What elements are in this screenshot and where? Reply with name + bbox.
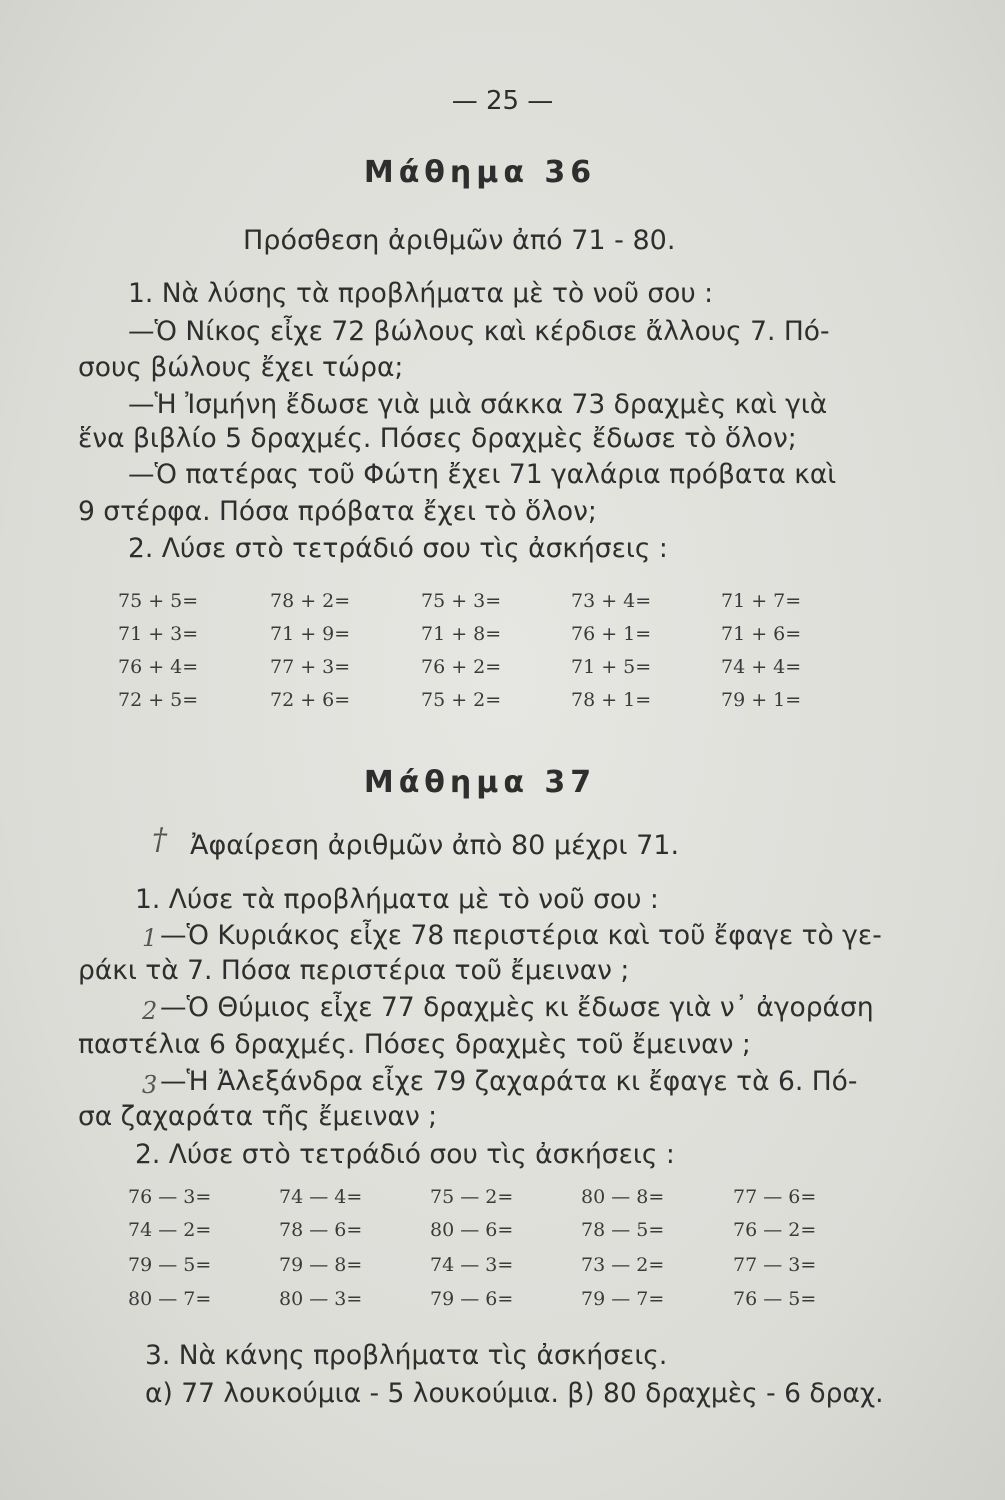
exercise: 77 + 3=: [270, 656, 351, 678]
exercise: 76 — 3=: [128, 1186, 212, 1208]
exercise: 75 + 3=: [421, 590, 502, 612]
lesson-37-task-2: 2. Λύσε στὸ τετράδιό σου τὶς ἀσκήσεις :: [135, 1139, 675, 1170]
lesson-37-title: Μάθημα 37: [363, 765, 597, 800]
exercise: 73 + 4=: [571, 590, 652, 612]
page-number: — 25 —: [451, 86, 554, 116]
handwritten-number-icon: 1: [142, 924, 158, 952]
problem-line: —Ἡ Ἰσμήνη ἔδωσε γιὰ μιὰ σάκκα 73 δραχμὲς καὶ γιὰ: [128, 389, 828, 420]
problem-line: —Ὁ Κυριάκος εἶχε 78 περιστέρια καὶ τοῦ ἔφαγε τὸ γε-: [160, 920, 882, 951]
exercise: 79 + 1=: [721, 689, 802, 711]
lesson-36-subtitle: Πρόσθεση ἀριθμῶν ἀπό 71 - 80.: [243, 225, 676, 256]
problem-line: σους βώλους ἔχει τώρα;: [78, 352, 404, 383]
exercise: 75 + 5=: [118, 590, 199, 612]
exercise: 76 — 5=: [733, 1288, 817, 1310]
exercise: 74 — 3=: [430, 1254, 514, 1276]
exercise: 72 + 5=: [118, 689, 199, 711]
exercise: 74 — 4=: [279, 1186, 363, 1208]
exercise: 79 — 6=: [430, 1288, 514, 1310]
problem-line: παστέλια 6 δραχμές. Πόσες δραχμὲς τοῦ ἔμειναν ;: [78, 1029, 751, 1060]
handwritten-number-icon: 3: [142, 1071, 158, 1099]
exercise: 80 — 6=: [430, 1219, 514, 1241]
problem-line: —Ὁ Νίκος εἶχε 72 βώλους καὶ κέρδισε ἄλλους 7. Πό-: [128, 316, 830, 347]
exercise: 78 + 1=: [571, 689, 652, 711]
exercise: 71 + 3=: [118, 623, 199, 645]
handwritten-number-icon: 2: [142, 997, 158, 1025]
lesson-36-title: Μάθημα 36: [363, 155, 597, 190]
exercise: 75 + 2=: [421, 689, 502, 711]
exercise: 74 + 4=: [721, 656, 802, 678]
exercise: 79 — 5=: [128, 1254, 212, 1276]
problem-line: —Ὁ πατέρας τοῦ Φώτη ἔχει 71 γαλάρια πρόβατα καὶ: [128, 459, 837, 490]
problem-line: ράκι τὰ 7. Πόσα περιστέρια τοῦ ἔμειναν ;: [78, 955, 630, 986]
exercise: 78 + 2=: [270, 590, 351, 612]
exercise: 71 + 7=: [721, 590, 802, 612]
lesson-37-subtitle: Ἀφαίρεση ἀριθμῶν ἀπὸ 80 μέχρι 71.: [190, 830, 680, 861]
lesson-37-task-3: 3. Νὰ κάνης προβλήματα τὶς ἀσκήσεις.: [145, 1340, 668, 1371]
exercise: 71 + 8=: [421, 623, 502, 645]
exercise: 72 + 6=: [270, 689, 351, 711]
handwritten-mark-icon: †: [152, 822, 167, 857]
exercise: 74 — 2=: [128, 1219, 212, 1241]
exercise: 79 — 7=: [581, 1288, 665, 1310]
exercise: 76 + 1=: [571, 623, 652, 645]
problem-line: —Ὁ Θύμιος εἶχε 77 δραχμὲς κι ἔδωσε γιὰ ν᾽ ἀγοράση: [160, 992, 874, 1023]
lesson-36-task-2: 2. Λύσε στὸ τετράδιό σου τὶς ἀσκήσεις :: [128, 533, 668, 564]
problem-line: ἕνα βιβλίο 5 δραχμές. Πόσες δραχμὲς ἔδωσε τὸ ὅλον;: [78, 423, 797, 454]
exercise: 80 — 3=: [279, 1288, 363, 1310]
exercise: 71 + 5=: [571, 656, 652, 678]
exercise: 73 — 2=: [581, 1254, 665, 1276]
exercise: 75 — 2=: [430, 1186, 514, 1208]
exercise: 71 + 6=: [721, 623, 802, 645]
problem-line: —Ἡ Ἀλεξάνδρα εἶχε 79 ζαχαράτα κι ἔφαγε τὰ 6. Πό-: [160, 1066, 858, 1097]
exercise: 80 — 7=: [128, 1288, 212, 1310]
exercise: 79 — 8=: [279, 1254, 363, 1276]
lesson-37-task-1: 1. Λύσε τὰ προβλήματα μὲ τὸ νοῦ σου :: [135, 884, 659, 915]
exercise: 76 — 2=: [733, 1219, 817, 1241]
problem-line: 9 στέρφα. Πόσα πρόβατα ἔχει τὸ ὅλον;: [78, 496, 597, 527]
exercise: 80 — 8=: [581, 1186, 665, 1208]
exercise: 76 + 4=: [118, 656, 199, 678]
lesson-36-task-1: 1. Νὰ λύσης τὰ προβλήματα μὲ τὸ νοῦ σου :: [128, 278, 714, 309]
exercise: 77 — 6=: [733, 1186, 817, 1208]
exercise: 71 + 9=: [270, 623, 351, 645]
exercise: 76 + 2=: [421, 656, 502, 678]
lesson-37-task-3-examples: α) 77 λουκούμια - 5 λουκούμια. β) 80 δραχμὲς - 6 δραχ.: [145, 1378, 884, 1409]
exercise: 78 — 5=: [581, 1219, 665, 1241]
problem-line: σα ζαχαράτα τῆς ἔμειναν ;: [78, 1101, 438, 1132]
exercise: 77 — 3=: [733, 1254, 817, 1276]
exercise: 78 — 6=: [279, 1219, 363, 1241]
